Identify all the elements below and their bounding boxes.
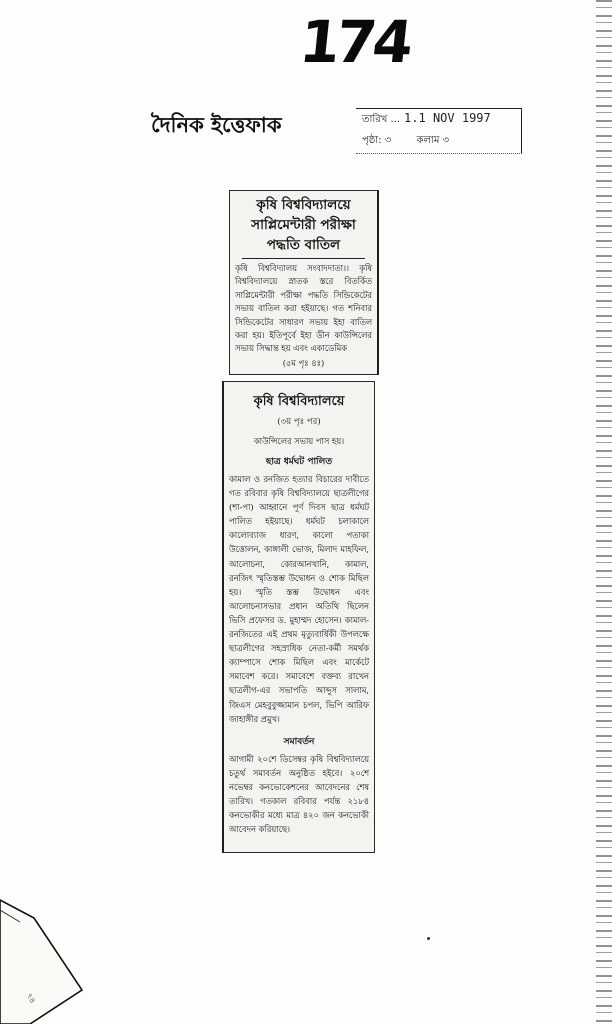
continuation-first-line: কাউন্সিলের সভায় পাস হয়। <box>253 436 345 446</box>
date-stamp: তারিখ ... 1.1 NOV 1997 পৃষ্ঠা: ৩ কলাম ৩ <box>356 108 522 154</box>
convocation-paragraph: আগামী ২০শে ডিসেম্বর কৃষি বিশ্ববিদ্যালয়ে চতুর্থ সমাবর্তন অনুষ্ঠিত হইবে। ২০শে নভেম্বর কনভোকেশনের আবেদনের শেষ তারিখ। গতকাল রবিবার পর্যন্ত ২১৮৪ কনভোকীর মধ্যে মাত্র ৪২০ জন কনভোকী আবেদন করিয়াছে। <box>229 753 369 835</box>
stamp-page-value: ৩ <box>384 135 392 146</box>
stamp-column-value: ৩ <box>442 135 450 146</box>
article-lead: কৃষি বিশ্ববিদ্যালয় সংবাদদাতা।। কৃষি বিশ্ববিদ্যালয়ে স্নাতক স্তরে বিতর্কিত সাপ্লিমেন্টারী পরীক্ষা পদ্ধতি সিন্ডিকেটের সভায় বাতিল করা হইয়াছে। গত শনিবার সিন্ডিকেটের সাধারণ সভায় ইহা বাতিল করা হয়। ইতিপূর্বে ইহা ডীন কাউন্সিলের সভায় সিদ্ধান্ত হয় এবং একাডেমিক <box>235 263 372 354</box>
headline-line-1: কৃষি বিশ্ববিদ্যালয়ে <box>256 197 351 213</box>
handwritten-page-number: 174 <box>296 8 413 76</box>
continued-on: (৫ম পৃঃ ৪ঃ) <box>282 357 325 368</box>
headline-line-3: পদ্ধতি বাতিল <box>266 237 341 253</box>
headline-line-2: সাপ্লিমেন্টারী পরীক্ষা <box>251 217 356 233</box>
stamp-column-label: কলাম <box>416 135 440 146</box>
continued-from: (৩য় পৃঃ পর) <box>277 417 321 427</box>
stamp-date-label: তারিখ ... <box>362 114 401 125</box>
subheading-convocation: সমাবর্তন <box>283 736 315 747</box>
stamp-page-label: পৃষ্ঠা <box>362 135 379 146</box>
stamp-date-value: 1.1 NOV 1997 <box>404 111 491 125</box>
newspaper-masthead: দৈনিক ইত্তেফাক <box>151 112 282 137</box>
subheading-strike: ছাত্র ধর্মঘট পালিত <box>265 457 333 467</box>
strike-paragraph: কামাল ও রনজিত হত্যার বিচারের দাবীতে গত রবিবার কৃষি বিশ্ববিদ্যালয়ে ছাত্রলীগের (শা-পা) আহ্বানে পূর্ণ দিবস ছাত্র ধর্মঘট পালিত হইয়াছে। ধর্মঘট চলাকালে কালোব্যাজ ধারণ, কালো পতাকা উত্তোলন, কাঙ্গালী ভোজ, মিলাদ মাহফিল, আলোচনা, কোরআনখানি, কামাল, রনজিৎ স্মৃতিস্তম্ভ উদ্বোধন ও শোক মিছিল হয়। স্মৃতি স্তম্ভ উদ্বোধন এবং আলোচনাসভার প্রধান অতিথি ছিলেন ভিসি প্রফেসর ড. মুহাম্মদ হোসেন। কামাল-রনজিতের এই প্রথম মৃত্যুবার্ষিকী উপলক্ষে ছাত্রলীগের সহস্রাধিক নেতা-কর্মী সমর্থক ক্যাম্পাসে শোক মিছিল এবং মার্কেটে সমাবেশ করে। সমাবেশে বক্তব্য রাখেন ছাত্রলীগ-এর সভাপতি আব্দুস সালাম, জিএস মেহবুবুজ্জামান চপল, ভিপি আরিফ জাহাঙ্গীর প্রমুখ। <box>229 474 369 724</box>
corner-mark: ৭৪ <box>24 991 38 1006</box>
continuation-headline: কৃষি বিশ্ববিদ্যালয়ে <box>253 394 345 409</box>
